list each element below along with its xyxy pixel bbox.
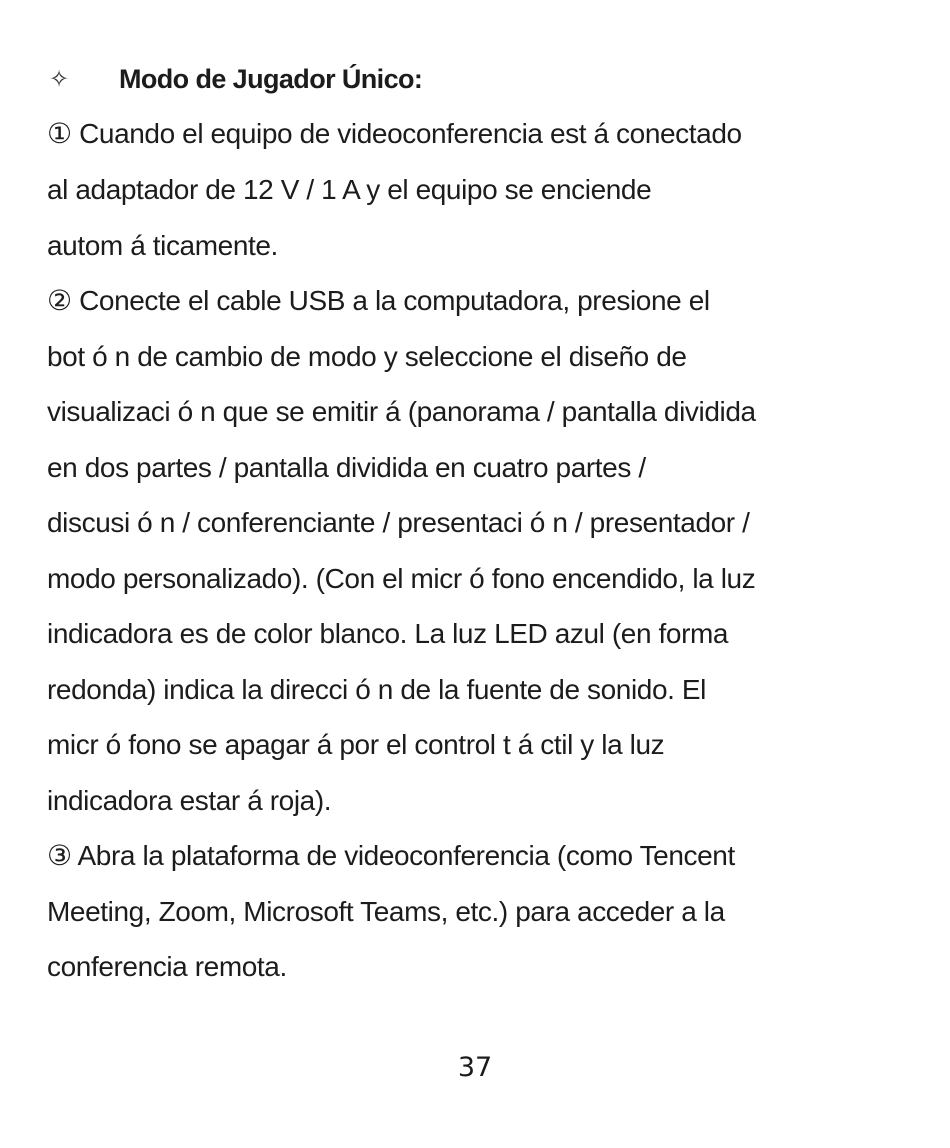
paragraph-line: autom á ticamente. — [47, 230, 278, 261]
paragraph-line: discusi ó n / conferenciante / presentaci ó n / presentador / — [47, 507, 750, 538]
paragraph-line: indicadora es de color blanco. La luz LED azul (en forma — [47, 618, 729, 649]
paragraph-line: visualizaci ó n que se emitir á (panorama / pantalla dividida — [47, 396, 756, 427]
section-heading — [47, 59, 422, 99]
paragraph-line: ① Cuando el equipo de videoconferencia est á conectado — [47, 118, 742, 149]
paragraph-line: modo personalizado). (Con el micr ó fono encendido, la luz — [47, 563, 756, 594]
paragraph-line: bot ó n de cambio de modo y seleccione el diseño de — [47, 341, 687, 372]
paragraph-line: en dos partes / pantalla dividida en cuatro partes / — [47, 452, 646, 483]
section-title: Modo de Jugador Único: — [119, 63, 423, 94]
paragraph-line: ③ Abra la plataforma de videoconferencia (como Tencent — [47, 840, 735, 871]
paragraph-line: micr ó fono se apagar á por el control t á ctil y la luz — [47, 729, 665, 760]
paragraph-line: al adaptador de 12 V / 1 A y el equipo se enciende — [47, 174, 652, 205]
paragraph-line: ② Conecte el cable USB a la computadora, presione el — [47, 285, 710, 316]
paragraph-line: Meeting, Zoom, Microsoft Teams, etc.) para acceder a la — [47, 896, 725, 927]
paragraph-line: conferencia remota. — [47, 951, 287, 982]
paragraph-line: redonda) indica la direcci ó n de la fuente de sonido. El — [47, 674, 706, 705]
sparkle-bullet-icon: ✧ — [49, 65, 69, 93]
page-number: 37 — [457, 1052, 493, 1083]
paragraph-line: indicadora estar á roja). — [47, 785, 332, 816]
